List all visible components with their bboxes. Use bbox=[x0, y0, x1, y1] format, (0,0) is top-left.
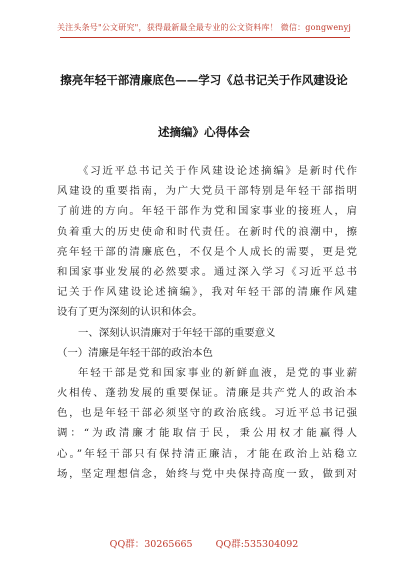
header-banner: 关注头条号"公文研究"，获得最新最全最专业的公文资料库！ 微信：gongwenyj bbox=[56, 23, 352, 32]
body-line: 负着重大的历史使命和时代责任。在新时代的浪潮中，擦 bbox=[57, 225, 357, 238]
footer-qq-group-2: QQ群:535304092 bbox=[215, 539, 299, 550]
body-line: 色，也是年轻干部必须坚守的政治底线。习近平总书记强 bbox=[57, 407, 357, 420]
body-line: 火相传、蓬勃发展的重要保证。清廉是共产党人的政治本 bbox=[57, 387, 357, 400]
body-line: 亮年轻干部的清廉底色，不仅是个人成长的需要，更是党 bbox=[57, 245, 357, 258]
header-divider bbox=[60, 37, 350, 38]
body-line: 场，坚定理想信念，始终与党中央保持高度一致，做到对 bbox=[57, 467, 357, 480]
body-line: 了前进的方向。年轻干部作为党和国家事业的接班人，肩 bbox=[57, 205, 357, 218]
body-line: 和国家事业发展的必然要求。通过深入学习《习近平总书 bbox=[57, 265, 357, 278]
body-line: 风建设的重要指南，为广大党员干部特别是年轻干部指明 bbox=[57, 185, 357, 198]
body-line: 年轻干部是党和国家事业的新鲜血液，是党的事业薪 bbox=[78, 366, 357, 379]
body-line: 心。”年轻干部只有保持清正廉洁，才能在政治上站稳立 bbox=[57, 447, 357, 460]
document-title-line-2: 述摘编》心得体会 bbox=[158, 125, 250, 139]
body-line: 《习近平总书记关于作风建设论述摘编》是新时代作 bbox=[78, 165, 357, 177]
body-line: 记关于作风建设论述摘编》，我对年轻干部的清廉作风建 bbox=[57, 286, 357, 299]
footer bbox=[0, 536, 408, 550]
body-line: 设有了更为深刻的认识和体会。 bbox=[57, 306, 203, 319]
document-body bbox=[57, 161, 357, 484]
document-title-line-1: 擦亮年轻干部清廉底色——学习《总书记关于作风建设论 bbox=[60, 73, 348, 87]
subsection-heading: （一）清廉是年轻干部的政治本色 bbox=[57, 346, 213, 359]
section-heading: 一、深刻认识清廉对于年轻干部的重要意义 bbox=[78, 326, 276, 339]
body-line: 调：“为政清廉才能取信于民，秉公用权才能赢得人 bbox=[57, 427, 357, 440]
footer-qq-group-1: QQ群：30265665 bbox=[109, 539, 193, 550]
